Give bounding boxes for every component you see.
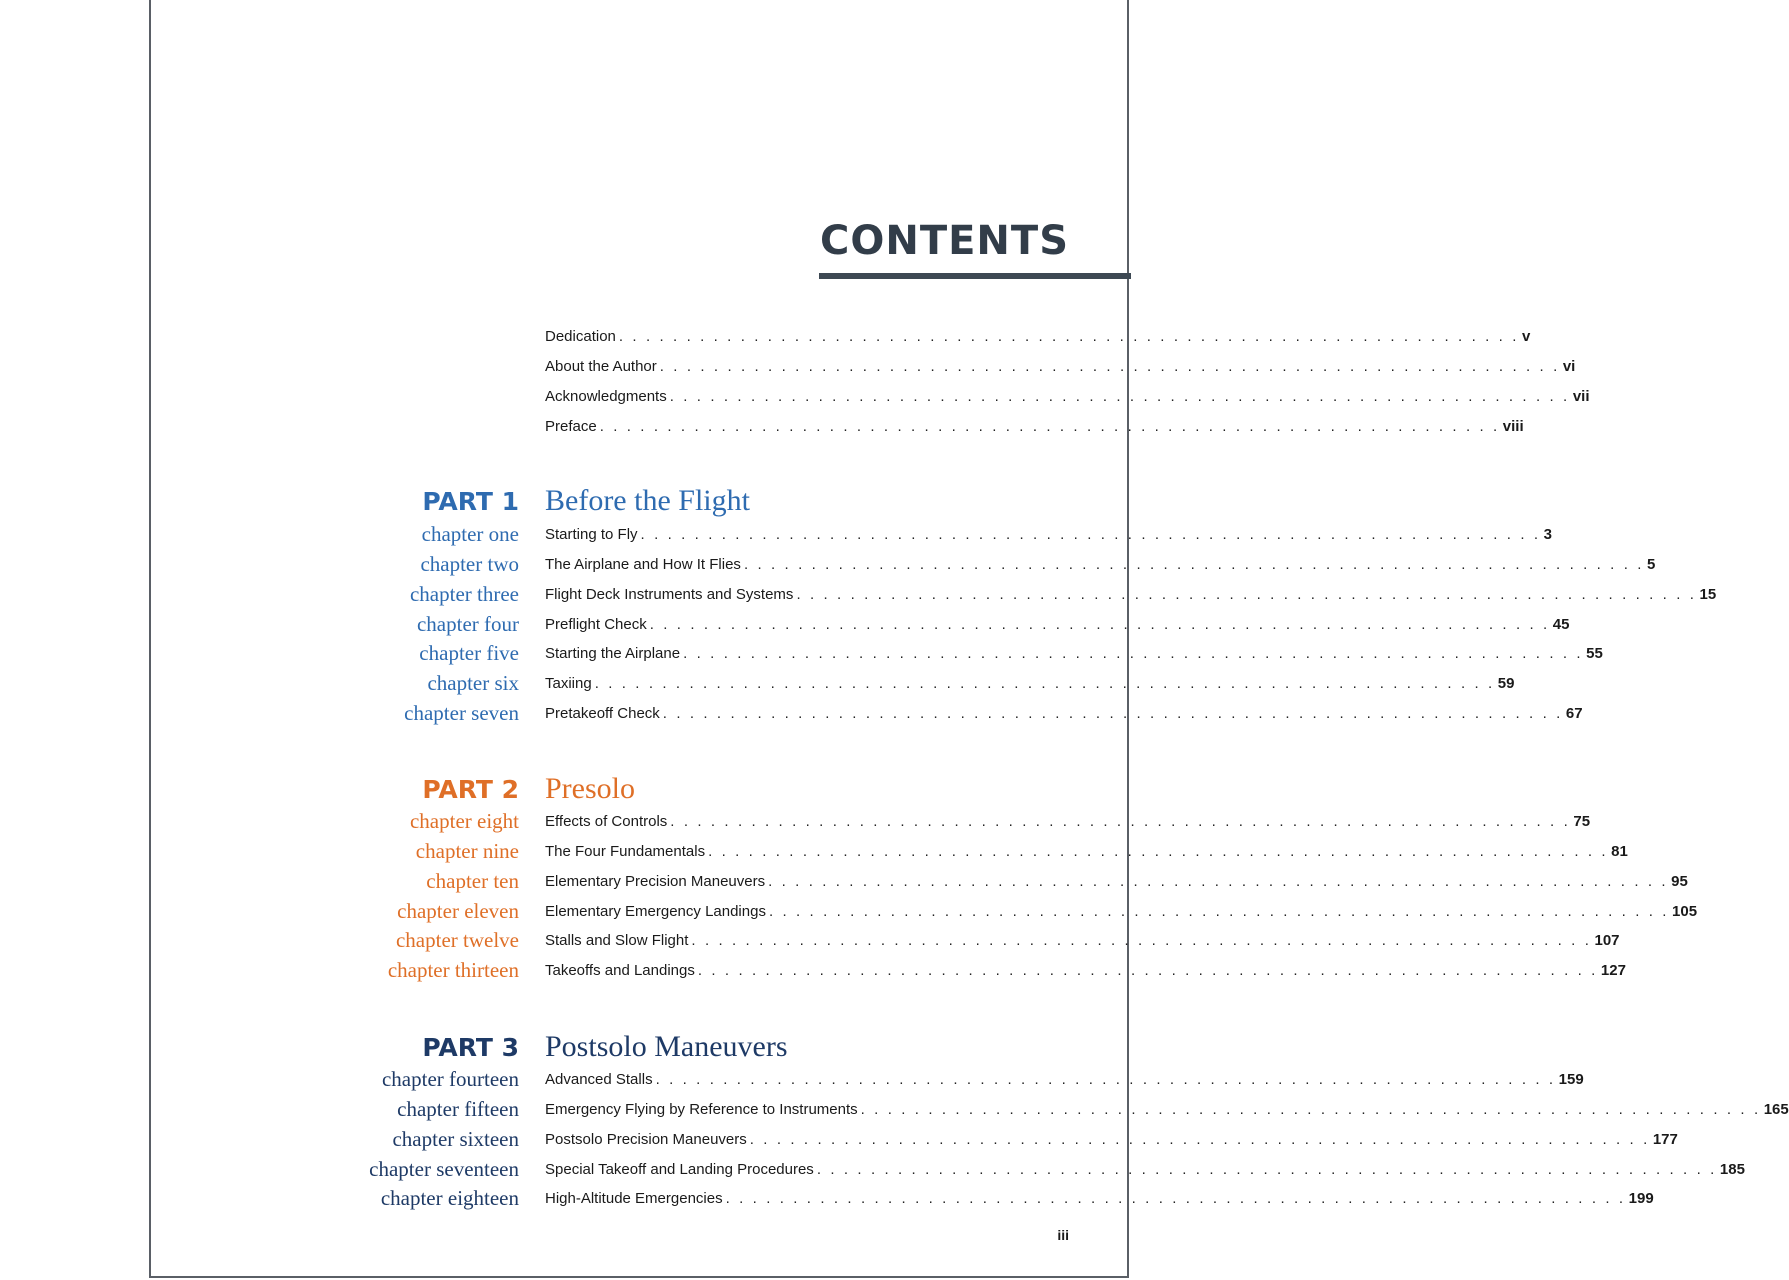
entry-page-number: 67 — [1565, 705, 1583, 722]
dot-leader: . . . . . . . . . . . . . . . . . . . . . . . . . . . . . . . . . . . . . . . . . . . . . . . . . . . . . . . . . . . . . . . . . . . — [749, 1131, 1650, 1148]
chapter-number: chapter fifteen — [397, 1097, 519, 1121]
part-label: PART 1 — [422, 487, 519, 516]
entry-page-number: viii — [1502, 418, 1524, 435]
dot-leader: . . . . . . . . . . . . . . . . . . . . . . . . . . . . . . . . . . . . . . . . . . . . . . . . . . . . . . . . . . . . . . . . . . . — [659, 358, 1560, 375]
entry-title: Effects of Controls — [545, 813, 668, 830]
chapter-entry[interactable] — [545, 813, 1591, 835]
contents-heading: CONTENTS — [819, 218, 1069, 264]
dot-leader: . . . . . . . . . . . . . . . . . . . . . . . . . . . . . . . . . . . . . . . . . . . . . . . . . . . . . . . . . . . . . . . . . . . — [860, 1101, 1761, 1118]
chapter-number: chapter sixteen — [392, 1127, 519, 1151]
entry-title: Pretakeoff Check — [545, 705, 660, 722]
entry-page-number: 159 — [1558, 1071, 1584, 1088]
entry-title: Emergency Flying by Reference to Instruments — [545, 1101, 858, 1118]
dot-leader: . . . . . . . . . . . . . . . . . . . . . . . . . . . . . . . . . . . . . . . . . . . . . . . . . . . . . . . . . . . . . . . . . . . — [618, 328, 1519, 345]
entry-title: High-Altitude Emergencies — [545, 1190, 723, 1207]
chapter-entry[interactable] — [545, 675, 1515, 697]
chapter-entry[interactable] — [545, 616, 1570, 638]
entry-title: Advanced Stalls — [545, 1071, 653, 1088]
entry-title: Starting the Airplane — [545, 645, 681, 662]
chapter-number: chapter five — [419, 641, 519, 665]
chapter-number: chapter ten — [426, 869, 519, 893]
dot-leader: . . . . . . . . . . . . . . . . . . . . . . . . . . . . . . . . . . . . . . . . . . . . . . . . . . . . . . . . . . . . . . . . . . . — [768, 873, 1669, 890]
front-matter-entry[interactable] — [545, 418, 1524, 440]
dot-leader: . . . . . . . . . . . . . . . . . . . . . . . . . . . . . . . . . . . . . . . . . . . . . . . . . . . . . . . . . . . . . . . . . . . — [683, 645, 1584, 662]
chapter-entry[interactable] — [545, 1071, 1584, 1093]
entry-page-number: 95 — [1671, 873, 1688, 890]
chapter-entry[interactable] — [545, 705, 1583, 727]
entry-page-number: 5 — [1647, 556, 1656, 573]
dot-leader: . . . . . . . . . . . . . . . . . . . . . . . . . . . . . . . . . . . . . . . . . . . . . . . . . . . . . . . . . . . . . . . . . . . — [655, 1071, 1556, 1088]
entry-title: Takeoffs and Landings — [545, 962, 695, 979]
entry-title: Dedication — [545, 328, 616, 345]
entry-page-number: v — [1521, 328, 1531, 345]
chapter-number: chapter twelve — [395, 928, 519, 952]
entry-page-number: vi — [1562, 358, 1576, 375]
dot-leader: . . . . . . . . . . . . . . . . . . . . . . . . . . . . . . . . . . . . . . . . . . . . . . . . . . . . . . . . . . . . . . . . . . . — [768, 903, 1670, 920]
chapter-number: chapter eleven — [397, 899, 519, 923]
part-title: Postsolo Maneuvers — [545, 1030, 788, 1063]
part-title: Before the Flight — [545, 484, 750, 517]
entry-title: Stalls and Slow Flight — [545, 932, 689, 949]
entry-page-number: 75 — [1573, 813, 1591, 830]
chapter-number: chapter one — [421, 522, 519, 546]
entry-page-number: 3 — [1543, 526, 1552, 543]
entry-page-number: 45 — [1552, 616, 1570, 633]
entry-title: The Airplane and How It Flies — [545, 556, 741, 573]
entry-page-number: vii — [1572, 388, 1590, 405]
entry-page-number: 199 — [1628, 1190, 1654, 1207]
part-title: Presolo — [545, 772, 635, 805]
dot-leader: . . . . . . . . . . . . . . . . . . . . . . . . . . . . . . . . . . . . . . . . . . . . . . . . . . . . . . . . . . . . . . . . . . . — [669, 388, 1570, 405]
chapter-entry[interactable] — [545, 1161, 1745, 1183]
entry-title: The Four Fundamentals — [545, 843, 706, 860]
chapter-number: chapter seven — [404, 701, 519, 725]
entry-title: Flight Deck Instruments and Systems — [545, 586, 794, 603]
front-matter-entry[interactable] — [545, 328, 1531, 350]
entry-title: Preflight Check — [545, 616, 647, 633]
entry-title: Postsolo Precision Maneuvers — [545, 1131, 747, 1148]
chapter-number: chapter thirteen — [387, 958, 519, 982]
entry-page-number: 177 — [1652, 1131, 1678, 1148]
dot-leader: . . . . . . . . . . . . . . . . . . . . . . . . . . . . . . . . . . . . . . . . . . . . . . . . . . . . . . . . . . . . . . . . . . . — [594, 675, 1495, 692]
front-matter-entry[interactable] — [545, 358, 1576, 380]
dot-leader: . . . . . . . . . . . . . . . . . . . . . . . . . . . . . . . . . . . . . . . . . . . . . . . . . . . . . . . . . . . . . . . . . . . — [640, 526, 1541, 543]
dot-leader: . . . . . . . . . . . . . . . . . . . . . . . . . . . . . . . . . . . . . . . . . . . . . . . . . . . . . . . . . . . . . . . . . . . — [649, 616, 1550, 633]
entry-page-number: 165 — [1763, 1101, 1789, 1118]
dot-leader: . . . . . . . . . . . . . . . . . . . . . . . . . . . . . . . . . . . . . . . . . . . . . . . . . . . . . . . . . . . . . . . . . . . — [743, 556, 1645, 573]
chapter-entry[interactable] — [545, 903, 1698, 925]
chapter-entry[interactable] — [545, 526, 1552, 548]
page-number: iii — [1057, 1227, 1069, 1243]
entry-page-number: 55 — [1586, 645, 1603, 662]
chapter-number: chapter four — [416, 612, 519, 636]
entry-page-number: 105 — [1672, 903, 1698, 920]
dot-leader: . . . . . . . . . . . . . . . . . . . . . . . . . . . . . . . . . . . . . . . . . . . . . . . . . . . . . . . . . . . . . . . . . . . — [662, 705, 1563, 722]
entry-page-number: 81 — [1611, 843, 1628, 860]
entry-title: Elementary Emergency Landings — [545, 903, 766, 920]
dot-leader: . . . . . . . . . . . . . . . . . . . . . . . . . . . . . . . . . . . . . . . . . . . . . . . . . . . . . . . . . . . . . . . . . . . — [691, 932, 1592, 949]
entry-page-number: 185 — [1719, 1161, 1745, 1178]
dot-leader: . . . . . . . . . . . . . . . . . . . . . . . . . . . . . . . . . . . . . . . . . . . . . . . . . . . . . . . . . . . . . . . . . . . — [708, 843, 1609, 860]
chapter-entry[interactable] — [545, 962, 1626, 984]
entry-title: About the Author — [545, 358, 657, 375]
chapter-number: chapter nine — [415, 839, 519, 863]
chapter-number: chapter eighteen — [380, 1186, 519, 1210]
dot-leader: . . . . . . . . . . . . . . . . . . . . . . . . . . . . . . . . . . . . . . . . . . . . . . . . . . . . . . . . . . . . . . . . . . . — [697, 962, 1598, 979]
entry-title: Preface — [545, 418, 597, 435]
entry-title: Taxiing — [545, 675, 592, 692]
chapter-number: chapter two — [420, 552, 519, 576]
chapter-entry[interactable] — [545, 645, 1603, 667]
chapter-entry[interactable] — [545, 932, 1620, 954]
book-page — [149, 0, 1789, 1278]
entry-title: Starting to Fly — [545, 526, 638, 543]
dot-leader: . . . . . . . . . . . . . . . . . . . . . . . . . . . . . . . . . . . . . . . . . . . . . . . . . . . . . . . . . . . . . . . . . . . — [670, 813, 1571, 830]
dot-leader: . . . . . . . . . . . . . . . . . . . . . . . . . . . . . . . . . . . . . . . . . . . . . . . . . . . . . . . . . . . . . . . . . . . — [816, 1161, 1717, 1178]
heading-underline — [819, 273, 1131, 279]
chapter-entry[interactable] — [545, 1101, 1789, 1123]
chapter-number: chapter eight — [409, 809, 519, 833]
entry-page-number: 127 — [1600, 962, 1626, 979]
entry-page-number: 107 — [1594, 932, 1620, 949]
dot-leader: . . . . . . . . . . . . . . . . . . . . . . . . . . . . . . . . . . . . . . . . . . . . . . . . . . . . . . . . . . . . . . . . . . . — [725, 1190, 1626, 1207]
entry-page-number: 59 — [1497, 675, 1515, 692]
part-label: PART 3 — [422, 1033, 519, 1062]
part-label: PART 2 — [422, 775, 519, 804]
entry-title: Elementary Precision Maneuvers — [545, 873, 766, 890]
dot-leader: . . . . . . . . . . . . . . . . . . . . . . . . . . . . . . . . . . . . . . . . . . . . . . . . . . . . . . . . . . . . . . . . . . . — [796, 586, 1697, 603]
chapter-entry[interactable] — [545, 843, 1628, 865]
chapter-entry[interactable] — [545, 873, 1688, 895]
entry-title: Acknowledgments — [545, 388, 667, 405]
entry-page-number: 15 — [1699, 586, 1717, 603]
chapter-number: chapter three — [409, 582, 519, 606]
chapter-number: chapter fourteen — [381, 1067, 519, 1091]
entry-title: Special Takeoff and Landing Procedures — [545, 1161, 814, 1178]
chapter-number: chapter seventeen — [369, 1157, 519, 1181]
chapter-entry[interactable] — [545, 586, 1717, 608]
chapter-entry[interactable] — [545, 556, 1656, 578]
front-matter-entry[interactable] — [545, 388, 1590, 410]
chapter-number: chapter six — [427, 671, 519, 695]
dot-leader: . . . . . . . . . . . . . . . . . . . . . . . . . . . . . . . . . . . . . . . . . . . . . . . . . . . . . . . . . . . . . . . . . . . — [599, 418, 1500, 435]
chapter-entry[interactable] — [545, 1190, 1654, 1212]
chapter-entry[interactable] — [545, 1131, 1678, 1153]
